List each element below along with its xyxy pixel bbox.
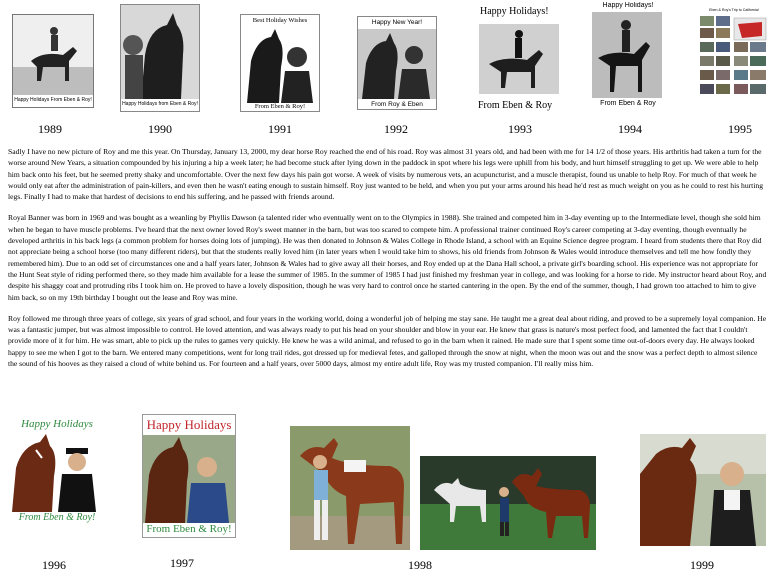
card-caption-top: Happy Holidays! [602, 2, 654, 9]
card-caption-bottom: From Eben & Roy! [146, 523, 232, 535]
card-caption-top: Happy New Year! [371, 19, 423, 26]
horses-in-field-icon [420, 456, 596, 550]
year-label: 1995 [728, 122, 752, 136]
horse-and-graduate-icon [10, 432, 104, 512]
horse-and-rider-icon [358, 29, 436, 99]
horse-and-rider-standing-icon [290, 426, 410, 550]
paragraph-roy-companion: Roy followed me through three years of college, six years of grad school, and four years in the working world, doing a wonderful job of helping me stay sane. He taught me a great deal about riding, and proved to be a supremely loyal companion. He was a fantastic jumper, but was almost impossible to control. He loved attention, and was always ready to put his head on your shoulder and blow in your ear. He knew that grass is nature's most perfect food, and lamented the fact that I couldn't provide more of it for him. He was smart, able to pick up the rules to games very quickly. He knew he was a wild animal, and refused to go in the barn when it rained. He made sure that I spent some time out-of-doors every day. He always looked happy to see me when I got to the barn. We entered many competitions, went for long trail rides, got dressed up for medieval fetes, and galloped through the snow at night, when the moon was out and the snow was a perfect depth to almost silence the sound of his hooves as they raised a cloud of white behind us. For fourteen and a half years, over 5000 days, almost my entire adult life, Roy was my trusted companion. I'll really miss him. [8, 313, 767, 369]
horse-portrait-icon [121, 5, 199, 99]
card-caption-bottom: From Eben & Roy [600, 100, 656, 107]
card-caption-top: Happy Holidays [146, 417, 232, 432]
year-label: 1993 [508, 122, 532, 136]
year-label: 1994 [618, 122, 642, 136]
card-1999-photo [640, 434, 766, 546]
horse-and-rider-icon [143, 435, 235, 523]
horse-rider-photo-icon [13, 15, 93, 95]
card-1995-collage [698, 8, 770, 108]
card-1997-photo [142, 414, 236, 538]
photo-collage-icon [698, 14, 770, 108]
horse-and-rider-icon [241, 27, 319, 103]
card-1996-photo [10, 416, 104, 526]
card-caption: Happy Holidays From Eben & Roy! [14, 97, 92, 103]
card-1990-photo [120, 4, 200, 112]
horse-rider-photo-icon [479, 24, 559, 94]
year-label: 1998 [408, 558, 432, 572]
card-caption-top: Eben & Roy's Trip to California! [709, 8, 759, 12]
paragraph-roy-history: Royal Banner was born in 1969 and was bought as a weanling by Phyllis Dawson (a talented rider who eventually went on to the Olympics in 1988). She trained and competed him in 3-day eventing up to the Intermediate level, though she sold him when he began to have muscle problems. I've heard that the next owner loved Roy's sweet manner in the barn, but was too scared to compete him. A professional trainer continued Roy's career competing at 3-day eventing, though eventually he developed arthritis in his back legs (a common problem for horses doing lots of jumping). He was then donated to Johnson & Wales College in Rhode Island, a school with an Equine Science degree program. I heard from students there that Roy did not appreciate being a school horse (too many different riders), but that the students really loved him (in later years when I would take him to shows, his old friends from Johnson & Wales would introduce themselves and tell me how fondly they remembered him). Due to an odd set of circumstances one and a half years later, Johnson & Wales had to give away all their horses, and Roy ended up at the Dana Hall school, a private girl's boarding school. His experience was not appropriate for the Hunt Seat style of riding performed there, so they made him available for a lease the summer of 1985. In the summer of 1985 I had just finished my freshman year in college, and was looking for a horse to ride. My instructor heard about Roy, and despite his shaggy coat and protruding ribs I took him on. He proved to have a lovely disposition, though he was very hard to control once he started cantering in the open. By the end of the summer, though, I had grown too attached to him to give him back, so on my 19th birthday I bought out the lease and Roy was mine. [8, 213, 767, 302]
horse-rider-photo-icon [592, 12, 662, 98]
year-label: 1997 [170, 556, 194, 570]
card-1993-photo [476, 4, 562, 112]
card-caption-bottom: From Roy & Eben [371, 101, 423, 108]
year-label: 1999 [690, 558, 714, 572]
year-label: 1989 [38, 122, 62, 136]
card-caption-bottom: From Eben & Roy [478, 100, 553, 111]
card-1998-photo-b [420, 456, 596, 550]
card-caption: Happy Holidays from Eben & Roy! [122, 101, 198, 107]
card-caption-bottom: From Eben & Roy! [254, 103, 306, 110]
card-1998-photo-a [290, 426, 410, 550]
card-caption-bottom: From Eben & Roy! [18, 512, 96, 523]
card-1992-photo [357, 16, 437, 110]
year-label: 1990 [148, 122, 172, 136]
horse-and-rider-outdoors-icon [640, 434, 766, 546]
year-label: 1991 [268, 122, 292, 136]
year-label: 1992 [384, 122, 408, 136]
card-1989-photo [12, 14, 94, 108]
card-caption-top: Happy Holidays! [480, 6, 549, 17]
memorial-text [8, 146, 768, 379]
card-1994-photo [592, 2, 664, 110]
card-1991-photo [240, 14, 320, 112]
year-label: 1996 [42, 558, 66, 572]
card-caption-top: Best Holiday Wishes [252, 17, 308, 24]
card-caption-top: Happy Holidays [21, 418, 93, 430]
paragraph-roy-passing: Sadly I have no new picture of Roy and me this year. On Thursday, January 13, 2000, my dear horse Roy reached the end of his road. Roy was almost 31 years old, and had been with me for 14 1/2 of those years. His arthritis had taken a turn for the worse around New Years, a situation compounded by his injuring a hip a week later; he had become stuck after lying down in the paddock in spot where his legs were uphill from his body, and hurt himself struggling to get up. We were able to help him back onto his feet, but he seemed pretty shaky and uncomfortable. Over the next few days his pain got worse. A week of visits by numerous vets, an acupuncturist, and a muscle therapist, found us unable to help Roy. For much of that week he would only eat after the administration of pain-killers, and even then he wasn't eating enough to sustain himself. Roy just wanted to be held, and when you put your arms around his head he'd rest as much weight on you as he could to rest his hurting legs. Finally I had to make that hardest of decisions to end his suffering, and he passed with friends around. [8, 147, 763, 202]
